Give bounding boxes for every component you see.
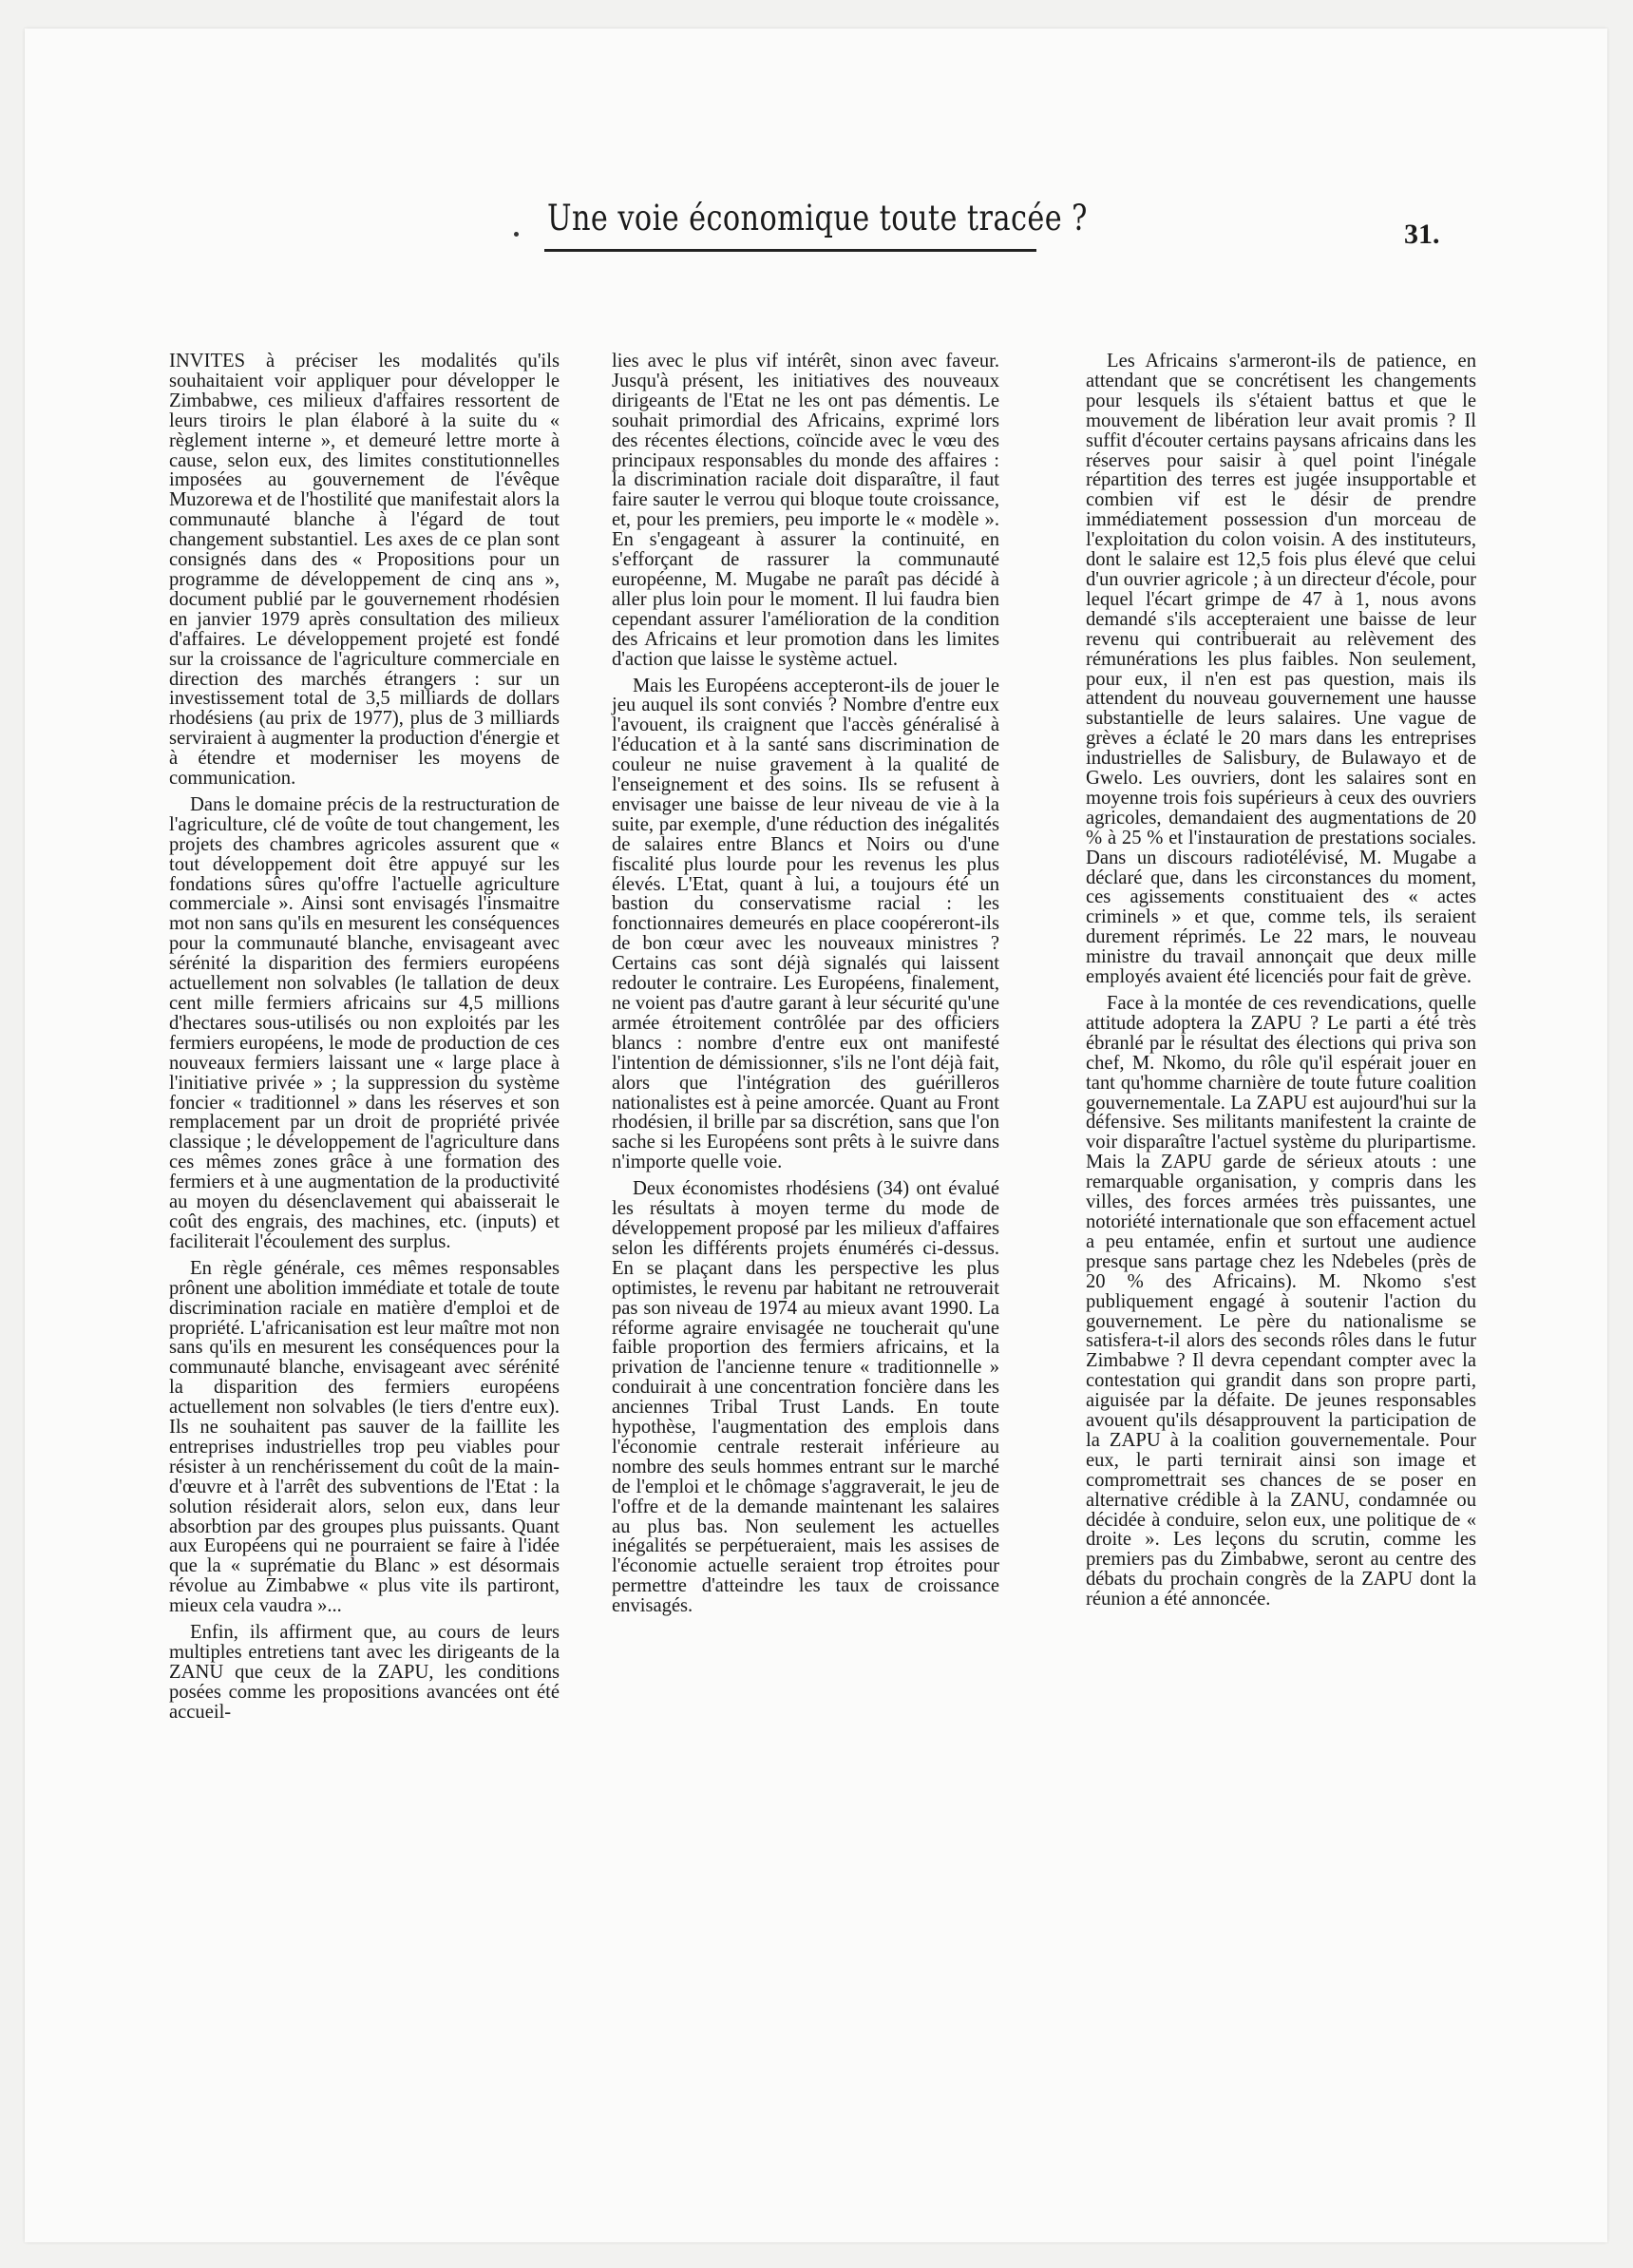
paragraph: Dans le domaine précis de la restructuration de l'agriculture, clé de voûte de tout changement, les projets des chambres agricoles assurent que « tout développement doit être appuyé sur les fondations sûres qu'offre l'actuelle agriculture commerciale ». Ainsi sont envisagés l'insmaitre mot non sans qu'ils en mesurent les conséquences pour la communauté blanche, envisageant avec sérénité la disparition des fermiers européens actuellement non solvables (le tallation de deux cent mille fermiers africains sur 4,5 millions d'hectares sous-utilisés ou non exploités par les fermiers européens, le mode de production de ces nouveaux fermiers laissant une « large place à l'initiative privée » ; la suppression du système foncier « traditionnel » dans les réserves et son remplacement par un droit de propriété privée classique ; le développement de l'agriculture dans ces mêmes zones grâce à une formation des fermiers et à une augmentation de la productivité au moyen du désenclavement qui abaisserait le coût des engrais, des machines, etc. (inputs) et faciliterait l'écoulement des surplus. (169, 793, 560, 1252)
paragraph: Deux économistes rhodésiens (34) ont évalué les résultats à moyen terme du mode de développement proposé par les milieux d'affaires selon les différents projets énumérés ci-dessus. En se plaçant dans les perspective les plus optimistes, le revenu par habitant ne retrouverait pas son niveau de 1974 au mieux avant 1990. La réforme agraire envisagée ne toucherait qu'une faible proportion des fermiers africains, et la privation de l'ancienne tenure « traditionnelle » conduirait à une concentration foncière dans les anciennes Tribal Trust Lands. En toute hypothèse, l'augmentation des emplois dans l'économie centrale resterait inférieure au nombre des seuls hommes entrant sur le marché de l'emploi et le chômage s'aggraverait, le jeu de l'offre et de la demande maintenant les salaires au plus bas. Non seulement les actuelles inégalités se perpétueraient, mais les assises de l'économie actuelle seraient trop étroites pour permettre d'atteindre les taux de croissance envisagés. (612, 1178, 999, 1617)
article-title: Une voie économique toute tracée ? (547, 198, 1088, 238)
paragraph: Enfin, ils affirment que, au cours de leurs multiples entretiens tant avec les dirigeants de la ZANU que ceux de la ZAPU, les conditions posées comme les propositions avancées ont été accueil- (169, 1622, 560, 1723)
paragraph: INVITES à préciser les modalités qu'ils souhaitaient voir appliquer pour développer le Zimbabwe, ces milieux d'affaires ressortent de leurs tiroirs le plan élaboré à la suite du « règlement interne », et demeuré lettre morte à cause, selon eux, des limites constitutionnelles imposées au gouvernement de l'évêque Muzorewa et de l'hostilité que manifestait alors la communauté blanche à l'égard de tout changement substantiel. Les axes de ce plan sont consignés dans des « Propositions pour un programme de développement de cinq ans », document publié par le gouvernement rhodésien en janvier 1979 après consultation des milieux d'affaires. Le développement projeté est fondé sur la croissance de l'agriculture commerciale en direction des marchés étrangers : sur un investissement total de 3,5 milliards de dollars rhodésiens (au prix de 1977), plus de 3 milliards serviraient à augmenter la production d'énergie et à étendre et moderniser les moyens de communication. (169, 351, 560, 790)
paragraph: Face à la montée de ces revendications, quelle attitude adoptera la ZAPU ? Le parti a été très ébranlé par le résultat des élections qui priva son chef, M. Nkomo, du rôle qu'il espérait jouer en tant qu'homme charnière de toute future coalition gouvernementale. La ZAPU est aujourd'hui sur la défensive. Ses militants manifestent la crainte de voir disparaître l'actuel système du pluripartisme. Mais la ZAPU garde de sérieux atouts : une remarquable organisation, y compris dans les villes, des forces armées très puissantes, une notoriété internationale que son effacement actuel a peu entamée, enfin et surtout une audience presque sans partage chez les Ndebeles (près de 20 % des Africains). M. Nkomo s'est publiquement engagé à soutenir l'action du gouvernement. Le père du nationalisme se satisfera-t-il alors des seconds rôles dans le futur Zimbabwe ? Il devra cependant compter avec la contestation qui grandit dans son propre parti, aiguisée par la défaite. De jeunes responsables avouent qu'ils désapprouvent la participation de la ZAPU à la coalition gouvernementale. Pour eux, le parti ternirait ainsi son image et compromettrait ses chances de se poser en alternative crédible à la ZANU, condamnée ou décidée à conduire, selon eux, une politique de « droite ». Les leçons du scrutin, comme les premiers pas du Zimbabwe, seront au centre des débats du prochain congrès de la ZAPU dont la réunion a été annoncée. (1086, 993, 1476, 1610)
page-number: 31. (1404, 219, 1440, 250)
text-column-2 (612, 352, 999, 1616)
title-underline (544, 249, 1036, 252)
text-column-1 (169, 352, 560, 1723)
paragraph: Les Africains s'armeront-ils de patience, en attendant que se concrétisent les changements pour lesquels ils s'étaient battus et que le mouvement de libération leur avait promis ? Il suffit d'écouter certains paysans africains dans les réserves pour saisir à quel point l'inégale répartition des terres est jugée insupportable et combien vif est le désir de prendre immédiatement possession d'un morceau de l'exploitation du colon voisin. A des instituteurs, dont le salaire est 12,5 fois plus élevé que celui d'un ouvrier agricole ; à un directeur d'école, pour lequel l'écart grimpe de 47 à 1, nous avons demandé s'ils accepteraient une baisse de leur revenu qui contribuerait au relèvement des rémunérations les plus faibles. Non seulement, pour eux, il n'en est pas question, mais ils attendent du nouveau gouvernement une hausse substantielle de leurs salaires. Une vague de grèves a éclaté le 20 mars dans les entreprises industrielles de Salisbury, de Bulawayo et de Gwelo. Les ouvriers, dont les salaires sont en moyenne trois fois supérieurs à ceux des ouvriers agricoles, demandaient des augmentations de 20 % à 25 % et l'instauration de prestations sociales. Dans un discours radiotélévisé, M. Mugabe a déclaré que, dans les circonstances du moment, ces agissements constituaient des « actes criminels » et que, comme tels, ils seraient durement réprimés. Le 22 mars, le nouveau ministre du travail annonçait que deux mille employés avaient été licenciés pour fait de grève. (1086, 351, 1476, 988)
title-bullet (514, 232, 519, 237)
paragraph: lies avec le plus vif intérêt, sinon avec faveur. Jusqu'à présent, les initiatives des nouveaux dirigeants de l'Etat ne les ont pas démentis. Le souhait primordial des Africains, exprimé lors des récentes élections, coïncide avec le vœu des principaux responsables du monde des affaires : la discrimination raciale doit disparaître, il faut faire sauter le verrou qui bloque toute croissance, et, pour les premiers, peu importe le « modèle ». En s'engageant à assurer la continuité, en s'efforçant de rassurer la communauté européenne, M. Mugabe ne paraît pas décidé à aller plus loin pour le moment. Il lui faudra bien cependant assurer l'amélioration de la condition des Africains et leur promotion dans les limites d'action que laisse le système actuel. (612, 351, 999, 670)
paragraph: Mais les Européens accepteront-ils de jouer le jeu auquel ils sont conviés ? Nombre d'entre eux l'avouent, ils craignent que l'accès généralisé à l'éducation et à la santé sans discrimination de couleur ne nuise gravement à la qualité de l'enseignement et des soins. Ils se refusent à envisager une baisse de leur niveau de vie à la suite, par exemple, d'une réduction des inégalités de salaires entre Blancs et Noirs ou d'une fiscalité plus lourde pour les revenus les plus élevés. L'Etat, quant à lui, a toujours été un bastion du conservatisme racial : les fonctionnaires demeurés en place coopéreront-ils de bon cœur avec les nouveaux ministres ? Certains cas sont déjà signalés qui laissent redouter le contraire. Les Européens, finalement, ne voient pas d'autre garant à leur sécurité qu'une armée étroitement contrôlée par des officiers blancs : nombre d'entre eux ont manifesté l'intention de démissionner, s'ils ne l'ont déjà fait, alors que l'intégration des guérilleros nationalistes est à peine amorcée. Quant au Front rhodésien, il brille par sa discrétion, sans que l'on sache si les Européens sont prêts à le suivre dans n'importe quelle voie. (612, 675, 999, 1173)
paragraph: En règle générale, ces mêmes responsables prônent une abolition immédiate et totale de toute discrimination raciale en matière d'emploi et de propriété. L'africanisation est leur maître mot non sans qu'ils en mesurent les conséquences pour la communauté blanche, envisageant avec sérénité la disparition des fermiers européens actuellement non solvables (le tiers d'entre eux). Ils ne souhaitent pas sauver de la faillite les entreprises industrielles trop peu viables pour résister à un renchérissement du coût de la main-d'œuvre et à l'arrêt des subventions de l'Etat : la solution résiderait alors, selon eux, dans leur absorbtion par des groupes plus puissants. Quant aux Européens qui ne pourraient se faire à l'idée que la « suprématie du Blanc » est désormais révolue au Zimbabwe « plus vite ils partiront, mieux cela vaudra »... (169, 1257, 560, 1617)
text-column-3 (1086, 352, 1476, 1610)
